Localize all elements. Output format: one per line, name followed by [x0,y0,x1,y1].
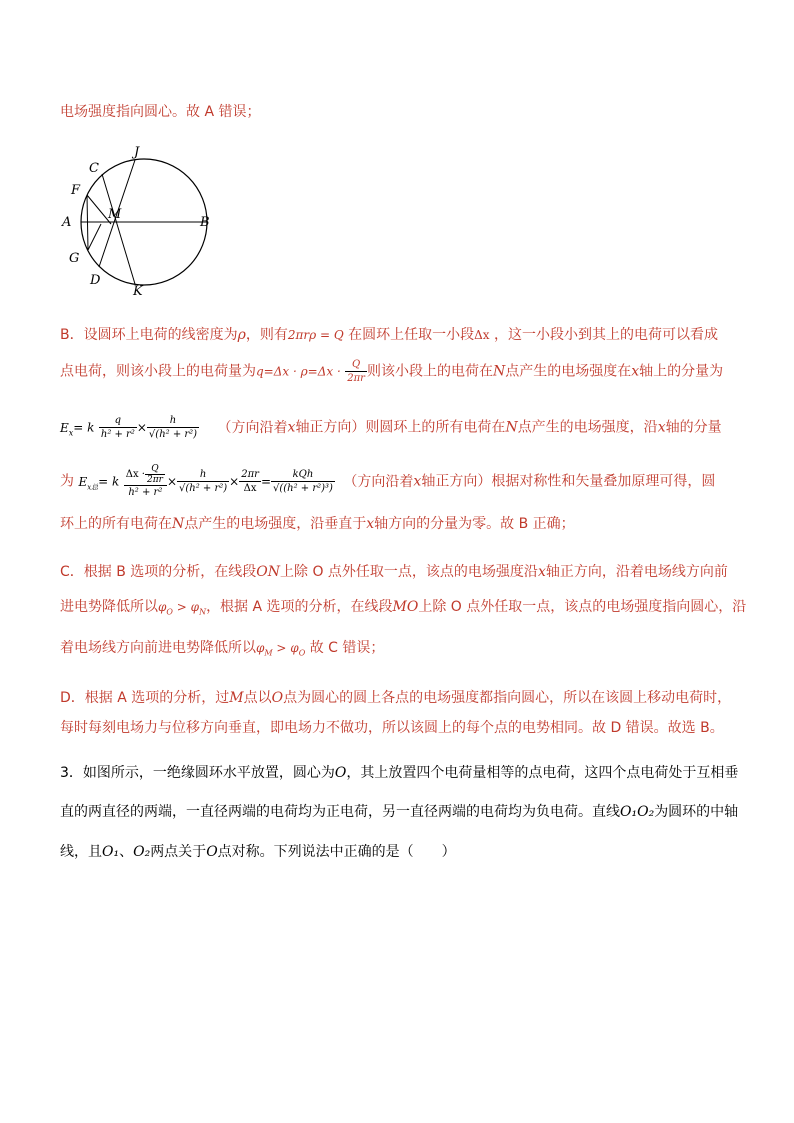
question-3-line-3: 线，且O₁、O₂两点关于O点对称。下列说法中正确的是（ ） [60,844,456,860]
label-c: C [89,161,99,176]
option-c-line-2: 进电势降低所以$\varphi_O > \varphi_N$，根据 A 选项的分析，在线段MO上除 O 点外任取一点，该点的电场强度指向圆心，沿 [60,599,747,617]
fraction: $\frac{Q}{2\pi r}$ [347,359,365,384]
chord-ck [102,174,135,284]
option-b-line-3: $E_x= k$ $\frac{q}{\text{h² + r²}}$ × $\frac{h}{\text{√(h² + r²)}}$ （方向沿着x轴正方向）则圆环上的所有电荷在N点产生的电场强度，沿x轴的分量 [60,415,722,440]
option-b-line-4: 为 $E_{x总}= k$ Δx · $\frac{Q}{2\pi r}$ h² + r² × $\frac{h}{\text{√(h² + r²)}}$ × $\frac{2\pi r}{\Delta x}$ = $\frac{\text{kQh}}{\text{√((h² + r²)³)}}$ （方向沿着x轴正方向）根据对称性和矢量叠加原理可得，圆 [60,464,716,498]
option-b-line-5: 环上的所有电荷在N点产生的电场强度，沿垂直于x轴方向的分量为零。故 B 正确； [60,516,575,532]
question-3-line-2: 直的两直径的两端，一直径两端的电荷均为正电荷，另一直径两端的电荷均为负电荷。直线O₁O₂为圆环的中轴 [60,804,739,820]
label-f: F [71,183,81,198]
option-b-line-2: 点电荷，则该小段上的电荷量为q=Δx · ρ=Δx · $\frac{Q}{2\pi r}$ 则该小段上的电荷在N点产生的电场强度在x轴上的分量为 [60,359,724,384]
circle-diagram [55,140,225,300]
ex-symbol: $E_x$ [60,420,74,437]
label-j: J [134,145,140,160]
text-line: 电场强度指向圆心。故 A 错误； [60,104,261,120]
option-c-line-3: 着电场线方向前进电势降低所以$\varphi_M > \varphi_O$ 故 C 错误； [60,640,385,658]
label-k: K [133,284,143,299]
label-b: B [200,215,210,230]
question-3-line-1: 3．如图所示，一绝缘圆环水平放置，圆心为O，其上放置四个电荷量相等的点电荷，这四个点电荷处于互相垂 [60,765,739,781]
line-g [88,224,101,250]
label-g: G [69,251,80,266]
option-b-line-1: B．设圆环上电荷的线密度为ρ，则有2πrρ = Q 在圆环上任取一小段Δx ，这一小段小到其上的电荷可以看成 [60,327,719,343]
label-d: D [90,273,101,288]
label-m: M [108,207,122,222]
option-d-line-2: 每时每刻电场力与位移方向垂直，即电场力不做功，所以该圆上的每个点的电势相同。故 D 错误。故选 B。 [60,720,724,736]
chord-fg [87,195,88,250]
label-a: A [62,215,72,230]
option-c-line-1: C．根据 B 选项的分析，在线段ON上除 O 点外任取一点，该点的电场强度沿x轴正方向，沿着电场线方向前 [60,564,728,580]
option-d-line-1: D．根据 A 选项的分析，过M点以O点为圆心的圆上各点的电场强度都指向圆心，所以在该圆上移动电荷时， [60,690,732,706]
